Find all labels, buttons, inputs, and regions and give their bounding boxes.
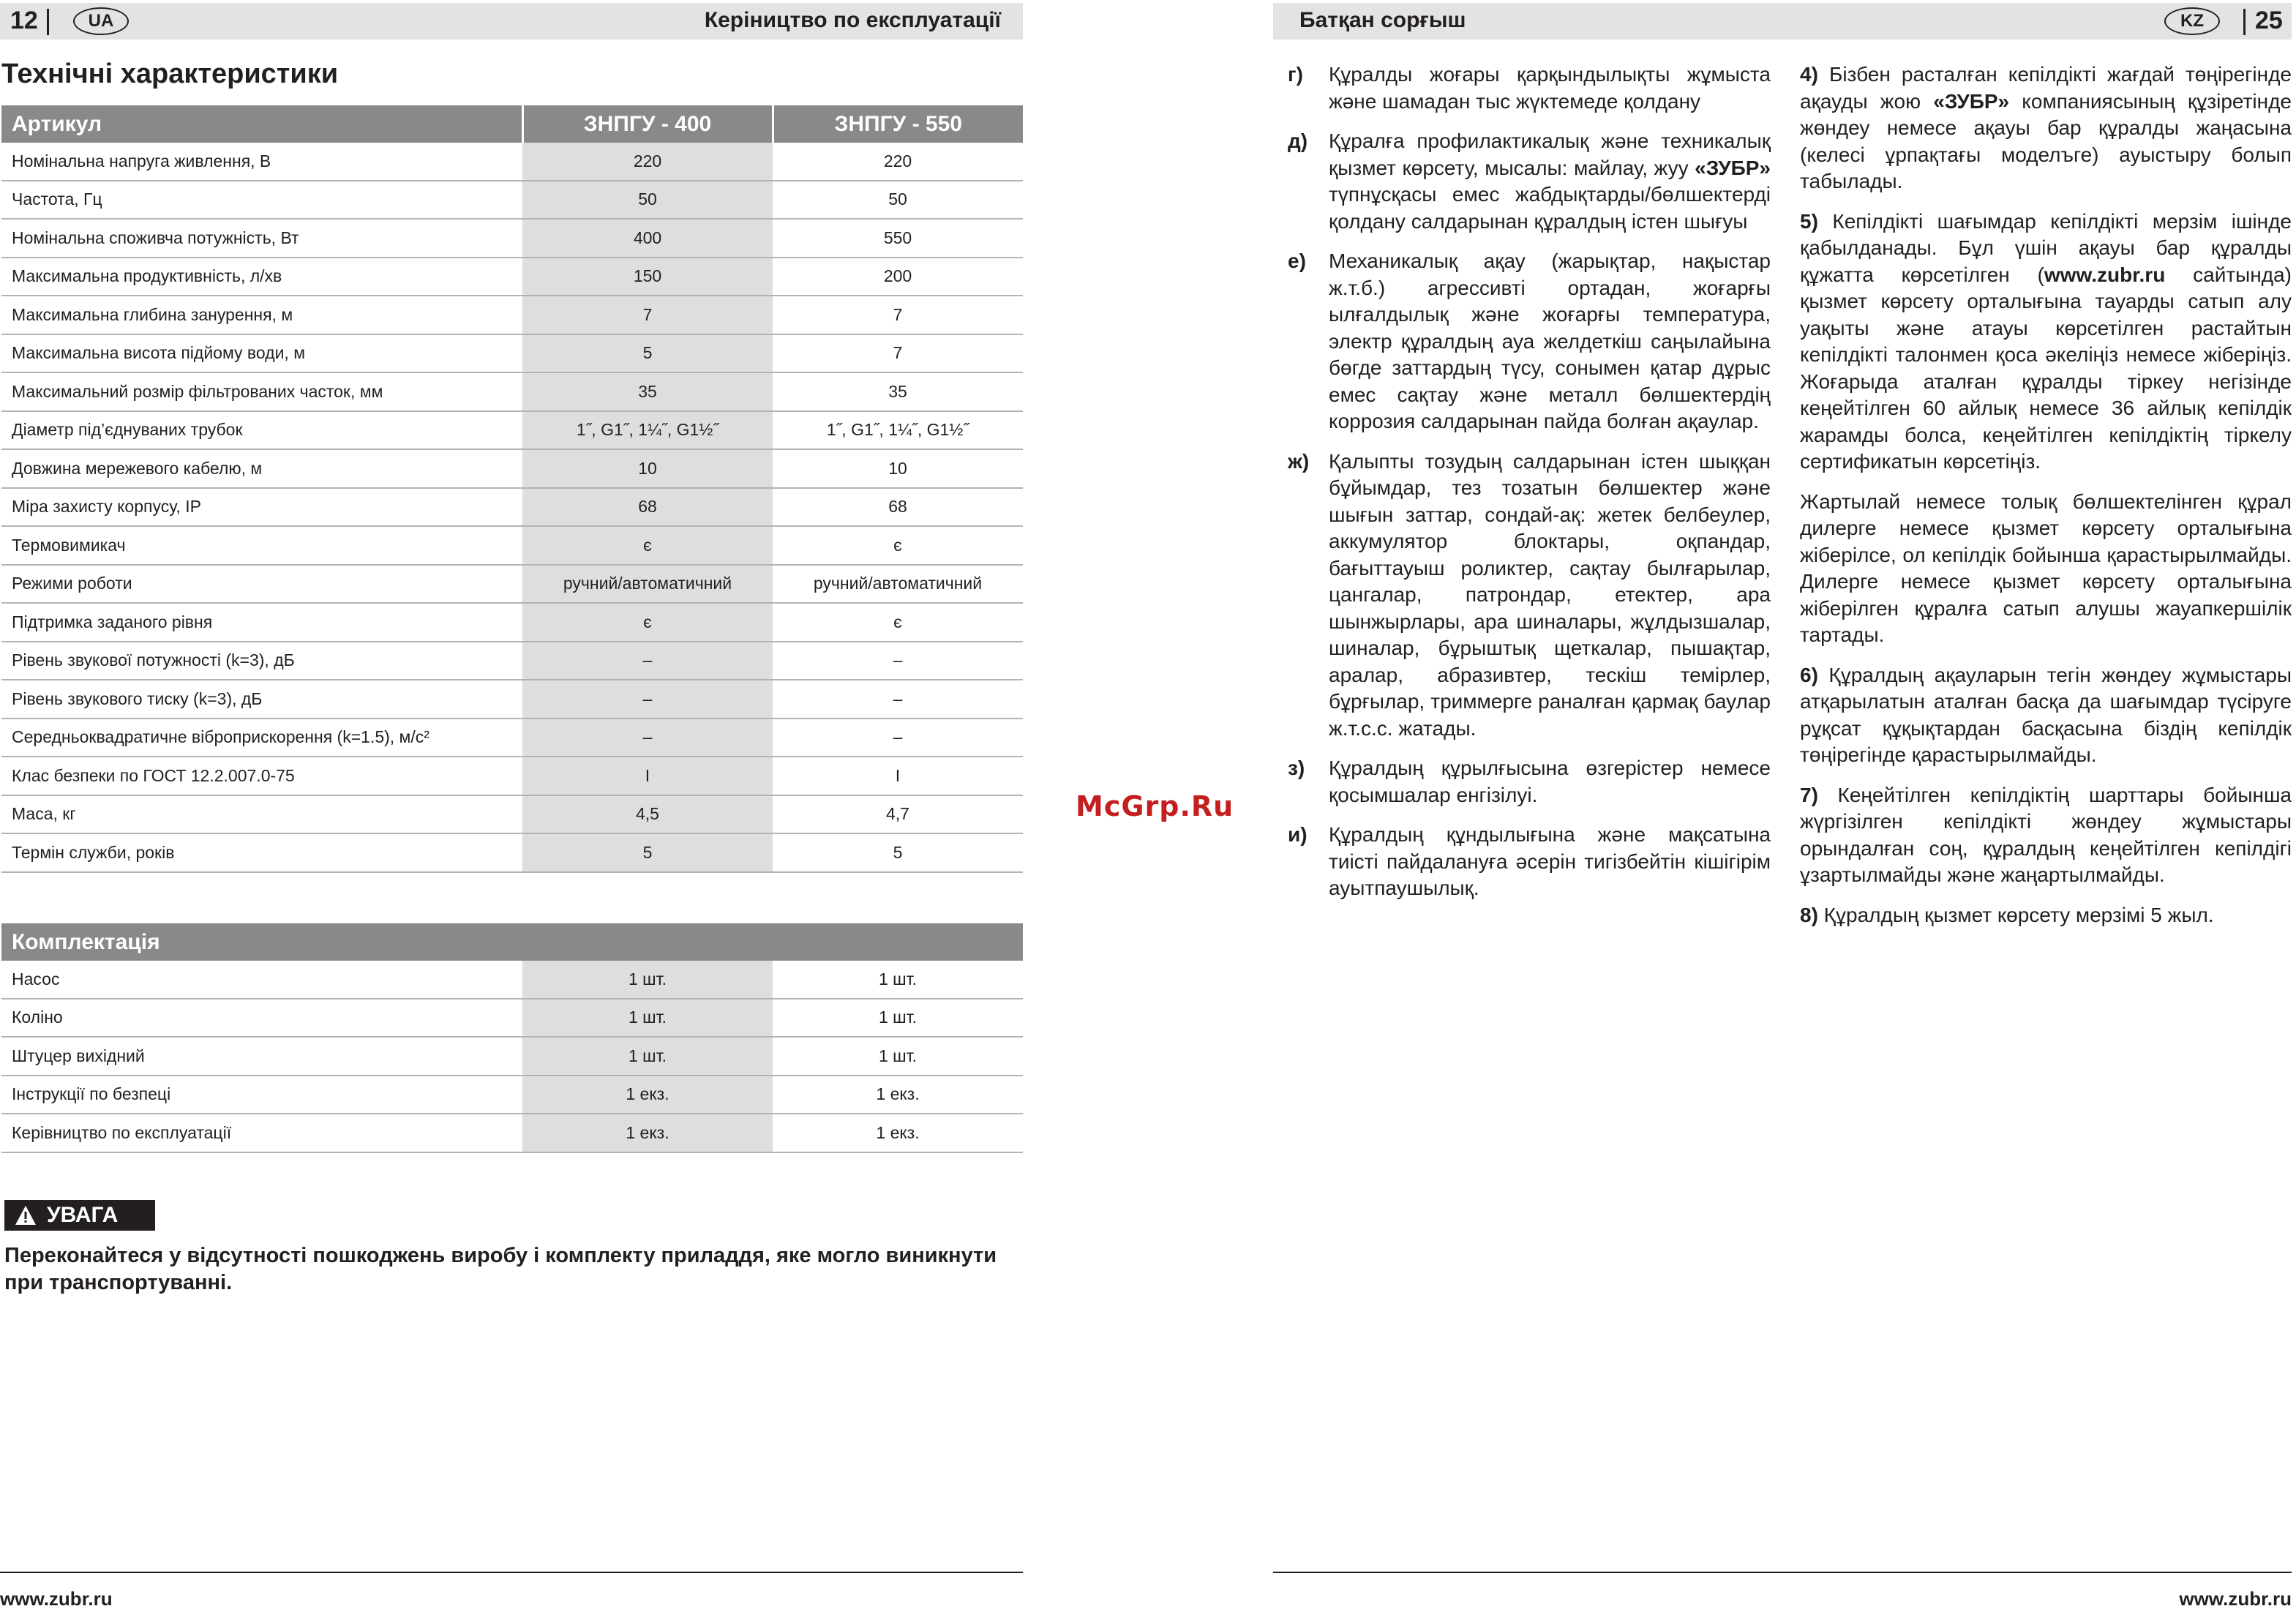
paragraph-marker: 4)	[1800, 63, 1818, 86]
spec-value-400: 10	[522, 449, 773, 488]
spec-label: Термовимикач	[1, 526, 522, 565]
right-header-title: Батқан сорғыш	[1299, 8, 1466, 32]
watermark: McGrp.Ru	[1076, 790, 1234, 822]
table-row	[1, 219, 1023, 258]
left-page	[0, 0, 1024, 1617]
left-footer-url: www.zubr.ru	[0, 1588, 113, 1610]
table-row	[1, 961, 1023, 999]
kit-item-label: Інструкції по безпеці	[1, 1076, 522, 1114]
warning-text: Переконайтеся у відсутності пошкоджень виробу і комплекту приладдя, яке могло виникнути при транспортуванні.	[4, 1244, 997, 1294]
spec-label: Підтримка заданого рівня	[1, 603, 522, 642]
spec-label: Рівень звукової потужності (k=3), дБ	[1, 642, 522, 680]
item-text: Құралды жоғары қарқындылықты жұмыста және шамадан тыс жүктемеде қолдану	[1329, 63, 1771, 113]
spec-value-400: 4,5	[522, 795, 773, 834]
spec-label: Довжина мережевого кабелю, м	[1, 449, 522, 488]
emphasis-text: «ЗУБР»	[1933, 89, 2010, 113]
spec-value-550: 1˝, G1˝, 1¼˝, G1½˝	[773, 411, 1023, 450]
spec-value-400: 50	[522, 181, 773, 220]
spec-label: Максимальна висота підйому води, м	[1, 334, 522, 373]
list-item	[1288, 449, 1771, 743]
spec-value-400: –	[522, 719, 773, 757]
spec-value-400: 400	[522, 219, 773, 258]
list-item	[1288, 755, 1771, 808]
list-item	[1288, 61, 1771, 115]
item-text: Құралдың құндылығына және мақсатына тиісті пайдалануға әсерін тигізбейтін кішігірім ауытпаушылық.	[1329, 823, 1771, 899]
paragraph-marker: 8)	[1800, 903, 1818, 926]
paragraph-marker: 7)	[1800, 783, 1818, 806]
kit-qty-400: 1 шт.	[522, 961, 773, 999]
item-marker: ж)	[1288, 449, 1310, 473]
spec-label: Номінальна споживча потужність, Вт	[1, 219, 522, 258]
lang-badge-kz: KZ	[2164, 7, 2220, 35]
spec-value-550: 68	[773, 488, 1023, 527]
spec-value-550: 5	[773, 833, 1023, 872]
spec-value-550: 7	[773, 334, 1023, 373]
spec-value-550: –	[773, 680, 1023, 719]
kit-qty-550: 1 екз.	[773, 1114, 1023, 1152]
table-row	[1, 1076, 1023, 1114]
spec-value-550: –	[773, 719, 1023, 757]
spec-value-400: 68	[522, 488, 773, 527]
item-text-part: Құралға профилактикалық және техникалық қызмет көрсету, мысалы: майлау, жуу	[1329, 130, 1771, 179]
kit-item-label: Штуцер вихідний	[1, 1037, 522, 1076]
spec-value-550: –	[773, 642, 1023, 680]
item-text	[1329, 130, 1771, 233]
kit-qty-400: 1 шт.	[522, 1037, 773, 1076]
table-row	[1, 143, 1023, 181]
spec-label: Термін служби, років	[1, 833, 522, 872]
spec-value-550: 220	[773, 143, 1023, 181]
spec-label: Маса, кг	[1, 795, 522, 834]
emphasis-text: www.zubr.ru	[2044, 263, 2166, 286]
spec-label: Рівень звукового тиску (k=3), дБ	[1, 680, 522, 719]
spec-value-400: 7	[522, 296, 773, 334]
spec-value-550: 550	[773, 219, 1023, 258]
table-row	[1, 488, 1023, 527]
brand-name: «ЗУБР»	[1695, 156, 1771, 179]
kit-table	[1, 923, 1023, 1153]
spec-value-550: ручний/автоматичний	[773, 565, 1023, 604]
table-row	[1, 334, 1023, 373]
item-marker: г)	[1288, 63, 1303, 86]
table-row	[1, 258, 1023, 296]
left-page-number: 12	[10, 7, 38, 34]
spec-value-400: є	[522, 526, 773, 565]
paragraph-marker: 5)	[1800, 209, 1818, 233]
paragraph	[1800, 782, 2292, 889]
spec-value-400: 150	[522, 258, 773, 296]
table-row	[1, 795, 1023, 834]
kit-table-header	[1, 923, 1023, 961]
header-divider	[47, 9, 49, 35]
paragraph	[1800, 489, 2292, 649]
table-row	[1, 296, 1023, 334]
table-row	[1, 526, 1023, 565]
kit-item-label: Насос	[1, 961, 522, 999]
spec-value-400: ручний/автоматичний	[522, 565, 773, 604]
table-row	[1, 642, 1023, 680]
paragraph-text: Құралдың ақауларын тегін жөндеу жұмыстары атқарылатын аталған басқа да шағымдар түсіруге рұқсат құқықтардан басқасына біздің кепілдік төңірегінде қарастырылмайды.	[1800, 663, 2292, 766]
table-row	[1, 181, 1023, 220]
item-marker: и)	[1288, 823, 1308, 846]
right-footer-url: www.zubr.ru	[2179, 1588, 2292, 1610]
kit-qty-400: 1 екз.	[522, 1114, 773, 1152]
table-row	[1, 372, 1023, 411]
item-marker: е)	[1288, 250, 1306, 272]
list-item	[1288, 822, 1771, 902]
kit-item-label: Керівництво по експлуатації	[1, 1114, 522, 1152]
header-divider	[2243, 9, 2246, 35]
spec-value-400: 35	[522, 372, 773, 411]
spec-label: Номінальна напруга живлення, В	[1, 143, 522, 181]
kit-qty-550: 1 шт.	[773, 999, 1023, 1038]
item-text-part: түпнұсқасы емес жабдықтарды/бөлшектерді қолдану салдарынан құралдың істен шығуы	[1329, 183, 1771, 233]
kit-qty-400: 1 шт.	[522, 999, 773, 1038]
list-item	[1288, 128, 1771, 235]
table-row	[1, 411, 1023, 450]
paragraph-text: сайтында) қызмет көрсету орталығына тауарды сатып алу уақыты және атауы көрсетілген растайтын кепілдікті талонмен қоса әкеліңіз немесе жіберіңіз. Жоғарыда аталған құралды тіркеу негізінде кеңейтілген 60 айлық немесе 36 айлық кепілдік жарамды болса, кеңейтілген кепілдіктің тіркелу сертификатын көрсетіңіз.	[1800, 263, 2292, 473]
spec-value-550: 35	[773, 372, 1023, 411]
spec-value-550: 200	[773, 258, 1023, 296]
kit-item-label: Коліно	[1, 999, 522, 1038]
spec-label: Режими роботи	[1, 565, 522, 604]
spec-value-400: –	[522, 680, 773, 719]
table-row	[1, 719, 1023, 757]
paragraph-text: Кеңейтілген кепілдіктің шарттары бойынша жүргізілген кепілдікті жөндеу жұмыстары орындалған соң, құралдың кеңейтілген кепілдігі ұзартылмайды және жаңартылмайды.	[1800, 783, 2292, 886]
spec-label: Максимальна продуктивність, л/хв	[1, 258, 522, 296]
spec-value-550: є	[773, 526, 1023, 565]
kit-qty-400: 1 екз.	[522, 1076, 773, 1114]
right-footer-rule	[1273, 1572, 2292, 1573]
spec-value-400: 5	[522, 334, 773, 373]
spec-label: Міра захисту корпусу, IP	[1, 488, 522, 527]
table-row	[1, 1037, 1023, 1076]
spec-value-400: 5	[522, 833, 773, 872]
spec-label: Максимальна глибина занурення, м	[1, 296, 522, 334]
table-row	[1, 449, 1023, 488]
spec-value-550: є	[773, 603, 1023, 642]
column-header-model-550: ЗНПГУ - 550	[773, 105, 1023, 143]
spec-value-400: 1˝, G1˝, 1¼˝, G1½˝	[522, 411, 773, 450]
warranty-exclusions-column	[1288, 61, 1771, 915]
spec-value-400: –	[522, 642, 773, 680]
list-item	[1288, 248, 1771, 435]
right-page	[1273, 0, 2296, 1617]
left-footer-rule	[0, 1572, 1023, 1573]
paragraph	[1800, 902, 2292, 929]
item-marker: з)	[1288, 757, 1305, 779]
spec-label: Клас безпеки по ГОСТ 12.2.007.0-75	[1, 757, 522, 795]
paragraph-text: Құралдың қызмет көрсету мерзімі 5 жыл.	[1817, 903, 2214, 926]
table-row	[1, 1114, 1023, 1152]
item-text: Қалыпты тозудың салдарынан істен шыққан бұйымдар, тез тозатын бөлшектер және шығын заттар, сондай-ақ: жетек белбеулер, аккумулятор блоктары, оқпандар, бағыттауыш роликтер, сақтау былғарылар, цангалар, патрондар, етектер, ара шынжырлары, ара шиналары, жұлдызшалар, шиналар, бұрыштық щеткалар, пышақтар, аралар, абразивтер, тескіш темірлер, бұрғылар, триммерге раналған қармақ баулар ж.т.с.с. жатады.	[1329, 449, 1771, 740]
paragraph	[1800, 61, 2292, 195]
spec-label: Максимальний розмір фільтрованих часток, мм	[1, 372, 522, 411]
kit-qty-550: 1 екз.	[773, 1076, 1023, 1114]
left-page-header	[0, 3, 1023, 40]
paragraph-text: компаниясының құзіретінде жөндеу немесе ақауы бар құралды жаңасына (келесі ұрпақтағы моделъге) ауыстыру болып табылады.	[1800, 89, 2292, 192]
spec-label: Середньоквадратичне віброприскорення (k=1.5), м/с²	[1, 719, 522, 757]
section-title: Технічні характеристики	[1, 59, 339, 89]
warranty-terms-column	[1800, 61, 2292, 942]
left-header-title: Керіництво по експлуатації	[704, 8, 1001, 32]
table-row	[1, 565, 1023, 604]
spec-label: Частота, Гц	[1, 181, 522, 220]
item-marker: д)	[1288, 130, 1308, 152]
warning-badge	[4, 1200, 155, 1231]
column-header-article: Артикул	[1, 105, 522, 143]
paragraph	[1800, 662, 2292, 769]
table-row	[1, 680, 1023, 719]
warning-icon	[15, 1205, 37, 1226]
spec-value-550: 50	[773, 181, 1023, 220]
paragraph	[1800, 209, 2292, 476]
table-row	[1, 757, 1023, 795]
spec-value-400: I	[522, 757, 773, 795]
right-page-header	[1273, 3, 2292, 40]
table-row	[1, 833, 1023, 872]
paragraph-marker: 6)	[1800, 663, 1818, 686]
kit-qty-550: 1 шт.	[773, 961, 1023, 999]
item-text: Механикалық ақау (жарықтар, нақыстар ж.т.б.) агрессивті ортадан, жоғарғы ылғалдылық және жоғарғы температура, электр құралдың ауа желдеткіш саңылайына бөгде заттардың түсу, сонымен қатар дұрыс емес сақтау және металл бөлшектердің коррозия салдарынан пайда болған ақаулар.	[1329, 250, 1771, 432]
spec-value-550: 10	[773, 449, 1023, 488]
kit-qty-550: 1 шт.	[773, 1037, 1023, 1076]
spec-value-400: 220	[522, 143, 773, 181]
right-page-number: 25	[2255, 7, 2283, 34]
specs-table-header	[1, 105, 1023, 143]
paragraph-text: Кепілдікті шағымдар кепілдікті мерзім ішінде қабылданады. Бұл үшін ақауы бар құралды құжатта көрсетілген (	[1800, 209, 2292, 286]
spec-value-550: 7	[773, 296, 1023, 334]
item-text: Құралдың құрылғысына өзгерістер немесе қосымшалар енгізілуі.	[1329, 757, 1771, 806]
table-row	[1, 999, 1023, 1038]
kit-header: Комплектація	[1, 923, 1023, 961]
spec-value-550: I	[773, 757, 1023, 795]
spec-value-550: 4,7	[773, 795, 1023, 834]
table-row	[1, 603, 1023, 642]
spec-value-400: є	[522, 603, 773, 642]
paragraph-text: Жартылай немесе толық бөлшектелінген құрал дилерге немесе қызмет көрсету орталығына жіберілсе, ол кепілдік бойынша қарастырылмайды. Дилерге немесе қызмет көрсету орталығына жіберілген құралға сатып алушы жауапкершілік тартады.	[1800, 489, 2292, 646]
paragraph-text: Бізбен расталған кепілдікті жағдай төңірегінде ақауды жою	[1800, 63, 2292, 113]
warning-label: УВАГА	[47, 1203, 119, 1227]
specs-table	[1, 105, 1023, 873]
spec-label: Діаметр під’єднуваних трубок	[1, 411, 522, 450]
column-header-model-400: ЗНПГУ - 400	[522, 105, 773, 143]
lang-badge-ua: UA	[73, 7, 129, 35]
